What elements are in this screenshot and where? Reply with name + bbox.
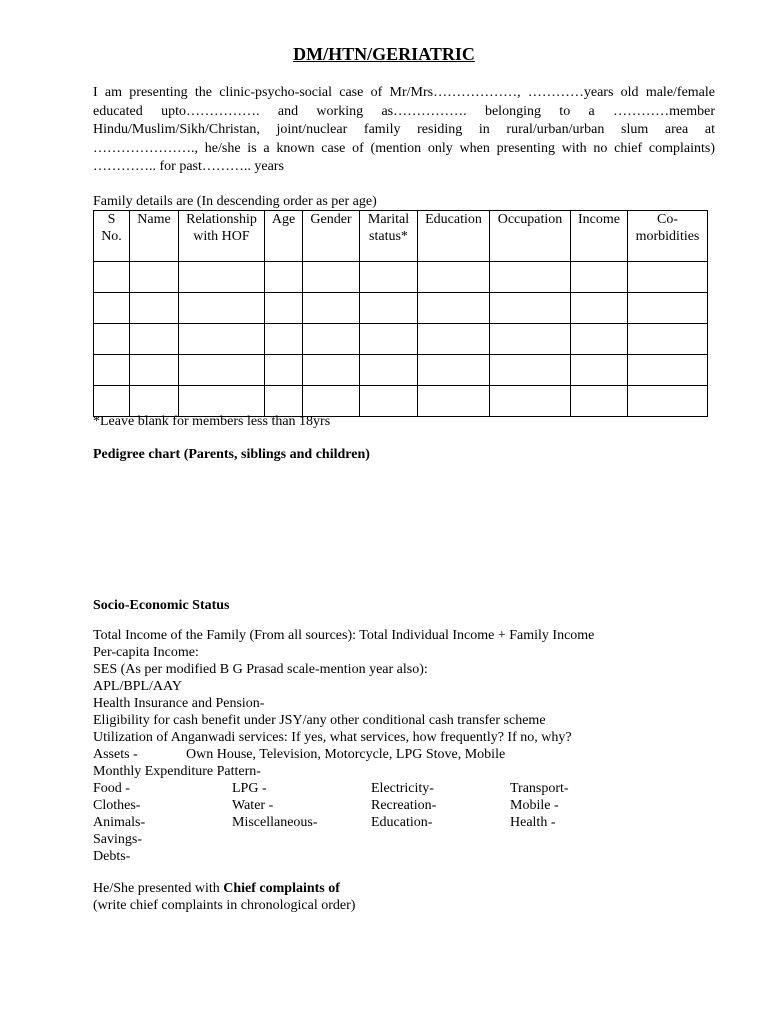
table-cell (490, 324, 571, 355)
assets-value: Own House, Television, Motorcycle, LPG Stove, Mobile (186, 747, 506, 762)
family-details-table (93, 210, 708, 417)
table-cell (130, 324, 179, 355)
table-cell (490, 386, 571, 417)
table-cell (303, 262, 360, 293)
table-cell (628, 293, 708, 324)
column-header: Name (130, 211, 179, 262)
table-cell (130, 355, 179, 386)
expenditure-item-debts: Debts- (93, 849, 131, 864)
table-cell (179, 386, 265, 417)
column-header: Relationship with HOF (179, 211, 265, 262)
table-header-row (94, 211, 708, 262)
table-cell (94, 262, 130, 293)
family-details-heading: Family details are (In descending order as per age) (93, 194, 377, 209)
expenditure-item-savings: Savings- (93, 832, 142, 847)
column-header: Income (571, 211, 628, 262)
table-cell (360, 355, 418, 386)
table-cell (94, 386, 130, 417)
anganwadi-line: Utilization of Anganwadi services: If yes, what services, how frequently? If no, why? (93, 730, 572, 745)
jsy-line: Eligibility for cash benefit under JSY/any other conditional cash transfer scheme (93, 713, 546, 728)
table-cell (418, 355, 490, 386)
pedigree-heading: Pedigree chart (Parents, siblings and children) (93, 447, 370, 462)
family-table-body (94, 262, 708, 417)
table-cell (265, 386, 303, 417)
table-row (94, 386, 708, 417)
table-cell (571, 324, 628, 355)
table-cell (628, 262, 708, 293)
complaints-heading: Chief complaints of (223, 881, 340, 896)
table-cell (130, 262, 179, 293)
table-cell (418, 262, 490, 293)
table-cell (571, 293, 628, 324)
table-cell (490, 262, 571, 293)
table-row (94, 293, 708, 324)
table-cell (130, 293, 179, 324)
expenditure-item-food: Food - (93, 781, 130, 796)
expenditure-item-education: Education- (371, 815, 433, 830)
column-header: Marital status* (360, 211, 418, 262)
table-cell (628, 355, 708, 386)
table-cell (418, 324, 490, 355)
table-cell (265, 262, 303, 293)
table-cell (303, 293, 360, 324)
table-cell (179, 293, 265, 324)
table-cell (94, 324, 130, 355)
table-cell (265, 293, 303, 324)
expenditure-item-misc: Miscellaneous- (232, 815, 318, 830)
table-cell (179, 262, 265, 293)
table-cell (265, 324, 303, 355)
table-cell (303, 324, 360, 355)
table-cell (418, 293, 490, 324)
table-cell (490, 355, 571, 386)
expenditure-heading: Monthly Expenditure Pattern- (93, 764, 261, 779)
assets-label: Assets - (93, 747, 138, 762)
column-header: Occupation (490, 211, 571, 262)
table-cell (179, 324, 265, 355)
table-cell (360, 293, 418, 324)
expenditure-item-water: Water - (232, 798, 274, 813)
table-cell (490, 293, 571, 324)
table-row (94, 324, 708, 355)
column-header: Education (418, 211, 490, 262)
table-cell (303, 386, 360, 417)
column-header: S No. (94, 211, 130, 262)
table-cell (265, 355, 303, 386)
assets-line (93, 747, 653, 763)
table-cell (130, 386, 179, 417)
expenditure-item-recreation: Recreation- (371, 798, 437, 813)
expenditure-item-health: Health - (510, 815, 556, 830)
table-cell (360, 324, 418, 355)
intro-paragraph: I am presenting the clinic-psycho-social case of Mr/Mrs………………, …………years old male/female educated upto……………. and working as……………. belonging to a …………member Hindu/Muslim/Sikh/Christan, joint/nuclear family residing in rural/urban/urban slum area at …………………., he/she is a known case of (mention only when presenting with no chief complaints) ………….. for past……….. years (93, 85, 715, 174)
complaints-prefix: He/She presented with (93, 881, 224, 896)
expenditure-item-animals: Animals- (93, 815, 146, 830)
column-header: Gender (303, 211, 360, 262)
ses-heading: Socio-Economic Status (93, 598, 230, 613)
table-cell (418, 386, 490, 417)
expenditure-item-mobile: Mobile - (510, 798, 559, 813)
total-income-line: Total Income of the Family (From all sources): Total Individual Income + Family Income (93, 628, 595, 643)
complaints-note: (write chief complaints in chronological order) (93, 898, 356, 913)
table-cell (628, 386, 708, 417)
insurance-line: Health Insurance and Pension- (93, 696, 265, 711)
table-cell (94, 355, 130, 386)
column-header: Age (265, 211, 303, 262)
expenditure-item-electricity: Electricity- (371, 781, 434, 796)
card-type-line: APL/BPL/AAY (93, 679, 182, 694)
per-capita-line: Per-capita Income: (93, 645, 199, 660)
table-cell (179, 355, 265, 386)
page-title: DM/HTN/GERIATRIC (293, 44, 475, 64)
table-cell (360, 386, 418, 417)
expenditure-item-clothes: Clothes- (93, 798, 141, 813)
ses-scale-line: SES (As per modified B G Prasad scale-mention year also): (93, 662, 428, 677)
table-cell (360, 262, 418, 293)
expenditure-item-lpg: LPG - (232, 781, 267, 796)
table-cell (94, 293, 130, 324)
expenditure-item-transport: Transport- (510, 781, 569, 796)
table-cell (303, 355, 360, 386)
column-header: Co-morbidities (628, 211, 708, 262)
table-note: *Leave blank for members less than 18yrs (93, 414, 331, 429)
table-cell (571, 355, 628, 386)
chief-complaints-line (93, 881, 340, 897)
table-row (94, 355, 708, 386)
table-cell (628, 324, 708, 355)
table-cell (571, 386, 628, 417)
table-row (94, 262, 708, 293)
table-cell (571, 262, 628, 293)
